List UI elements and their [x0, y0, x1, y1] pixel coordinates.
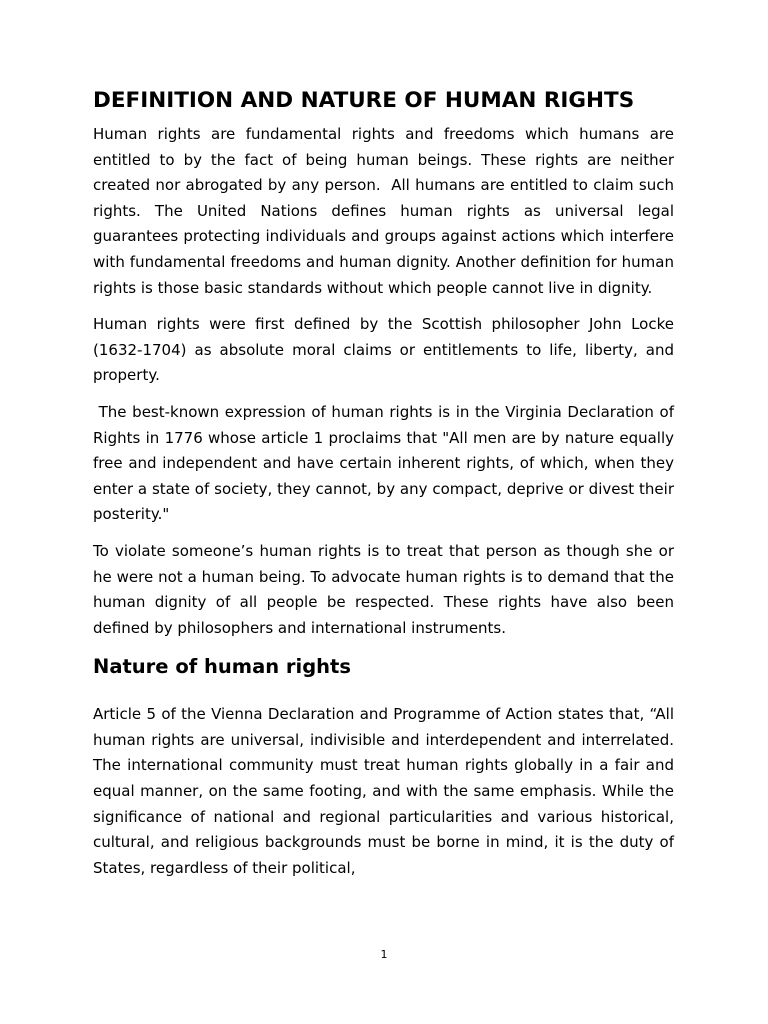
document-title: DEFINITION AND NATURE OF HUMAN RIGHTS: [93, 88, 635, 113]
paragraph-virginia-declaration: The best-known expression of human rights is in the Virginia Declaration of Rights in 1776 whose article 1 proclaims that "All men are by nature equally free and independent and have certain inherent rights, of which, when they enter a state of society, they cannot, by any compact, deprive or divest their posterity.": [93, 402, 679, 524]
paragraph-vienna-declaration: Article 5 of the Vienna Declaration and Programme of Action states that, “All human rights are universal, indivisible and interdependent and interrelated. The international community must treat human rights globally in a fair and equal manner, on the same footing, and with the same emphasis. While the significance of national and regional particularities and various historical, cultural, and religious backgrounds must be borne in mind, it is the duty of States, regardless of their political,: [93, 705, 679, 877]
page-content: [93, 86, 679, 892]
paragraph-locke: Human rights were first defined by the Scottish philosopher John Locke (1632-1704) as absolute moral claims or entitlements to life, liberty, and property.: [93, 315, 679, 385]
paragraph-violation: To violate someone’s human rights is to treat that person as though she or he were not a human being. To advocate human rights is to demand that the human dignity of all people be respected. These rights have also been defined by philosophers and international instruments.: [93, 541, 679, 637]
section-heading: Nature of human rights: [93, 655, 351, 679]
page-number: 1: [380, 948, 388, 961]
paragraph-definition: Human rights are fundamental rights and freedoms which humans are entitled to by the fact of being human beings. These rights are neither created nor abrogated by any person. All humans are entitled to claim such rights. The United Nations defines human rights as universal legal guarantees protecting individuals and groups against actions which interfere with fundamental freedoms and human dignity. Another definition for human rights is those basic standards without which people cannot live in dignity.: [93, 125, 679, 297]
